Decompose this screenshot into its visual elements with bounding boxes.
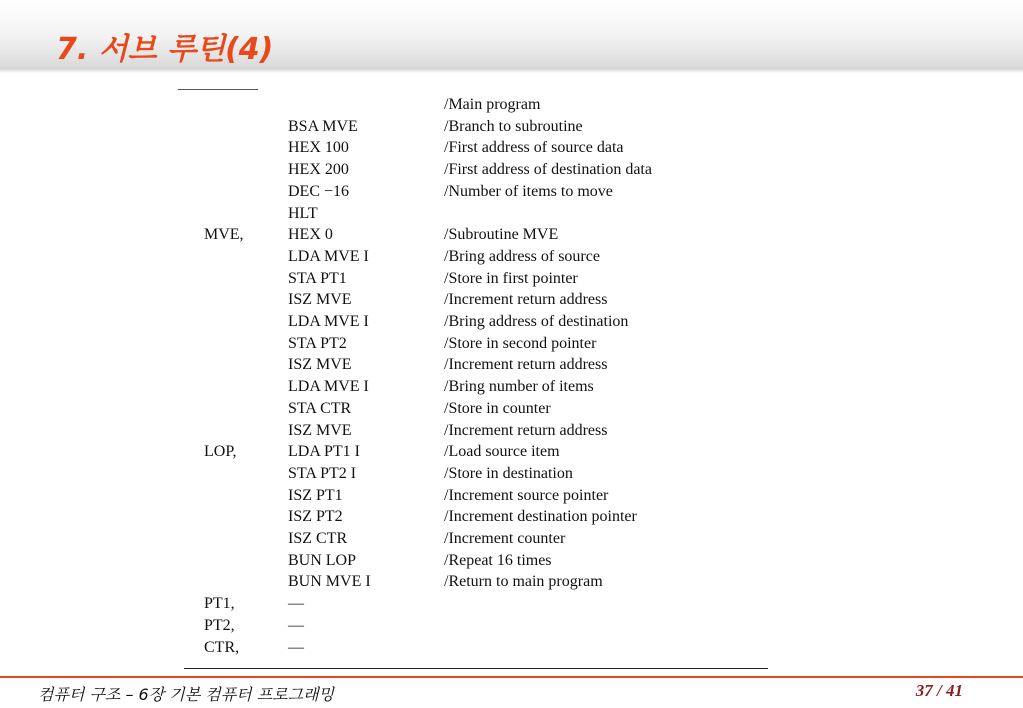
- program-label: PT2,: [204, 616, 235, 634]
- program-comment: /First address of source data: [444, 139, 624, 157]
- program-comment: /Repeat 16 times: [444, 551, 552, 569]
- program-comment: /Increment return address: [444, 291, 608, 309]
- program-instruction: LDA MVE I: [288, 247, 369, 265]
- page-total: 41: [946, 681, 963, 700]
- program-instruction: STA PT1: [288, 269, 347, 287]
- program-comment: /Number of items to move: [444, 182, 613, 200]
- program-instruction: ISZ MVE: [288, 291, 352, 309]
- program-comment: /Increment return address: [444, 356, 608, 374]
- program-instruction: BUN LOP: [288, 551, 357, 569]
- program-comment: /Store in destination: [444, 464, 573, 482]
- footer-divider: [0, 676, 1023, 678]
- program-comment: /Increment destination pointer: [444, 508, 637, 526]
- program-instruction: LDA MVE I: [288, 313, 369, 330]
- program-comment: /Load source item: [444, 443, 560, 461]
- program-comment: /Subroutine MVE: [444, 226, 559, 244]
- header-shadow: [0, 68, 1023, 73]
- program-comment: /Return to main program: [444, 573, 603, 591]
- program-instruction: ISZ CTR: [288, 530, 348, 547]
- program-instruction: ISZ MVE: [288, 421, 352, 439]
- program-instruction: HEX 100: [288, 139, 349, 157]
- program-comment: /Store in first pointer: [444, 269, 578, 287]
- program-label: CTR,: [204, 638, 240, 656]
- program-instruction: ISZ PT2: [288, 508, 343, 526]
- program-comment: /Store in second pointer: [444, 334, 597, 352]
- program-comment: /Main program: [444, 96, 541, 113]
- program-comment: /Bring address of destination: [444, 313, 629, 330]
- program-comment: /Store in counter: [444, 399, 551, 417]
- program-instruction: HLT: [288, 204, 318, 222]
- program-instruction: HEX 0: [288, 226, 333, 244]
- program-comment: /Branch to subroutine: [444, 117, 583, 135]
- program-instruction: —: [288, 616, 304, 634]
- program-instruction: ISZ MVE: [288, 356, 352, 374]
- program-label: MVE,: [204, 226, 244, 244]
- program-comment: /Increment source pointer: [444, 486, 609, 504]
- program-instruction: —: [288, 595, 304, 613]
- program-instruction: STA PT2 I: [288, 464, 357, 482]
- program-listing-image: [176, 86, 776, 676]
- program-instruction: LDA PT1 I: [288, 443, 360, 461]
- slide-title: 7. 서브 루틴(4): [56, 32, 274, 67]
- program-instruction: —: [288, 638, 304, 656]
- program-instruction: STA PT2: [288, 334, 347, 352]
- page-current: 37: [915, 681, 933, 700]
- program-instruction: HEX 200: [288, 161, 349, 179]
- program-instruction: LDA MVE I: [288, 378, 369, 396]
- program-label: LOP,: [204, 443, 237, 461]
- program-instruction: ISZ PT1: [288, 486, 343, 504]
- program-instruction: DEC −16: [288, 182, 350, 200]
- program-comment: /Increment counter: [444, 530, 566, 547]
- program-comment: /Bring address of source: [444, 247, 600, 265]
- footer-caption: 컴퓨터 구조 – 6장 기본 컴퓨터 프로그래밍: [38, 685, 334, 704]
- page-number: 37 / 41: [915, 681, 963, 700]
- top-rule: [178, 89, 258, 90]
- program-label: PT1,: [204, 595, 235, 613]
- program-comment: /First address of destination data: [444, 161, 652, 179]
- program-instruction: BSA MVE: [288, 117, 358, 135]
- program-comment: /Bring number of items: [444, 378, 594, 396]
- program-instruction: STA CTR: [288, 399, 352, 417]
- bottom-rule: [184, 668, 768, 669]
- program-comment: /Increment return address: [444, 421, 608, 439]
- program-instruction: BUN MVE I: [288, 573, 371, 591]
